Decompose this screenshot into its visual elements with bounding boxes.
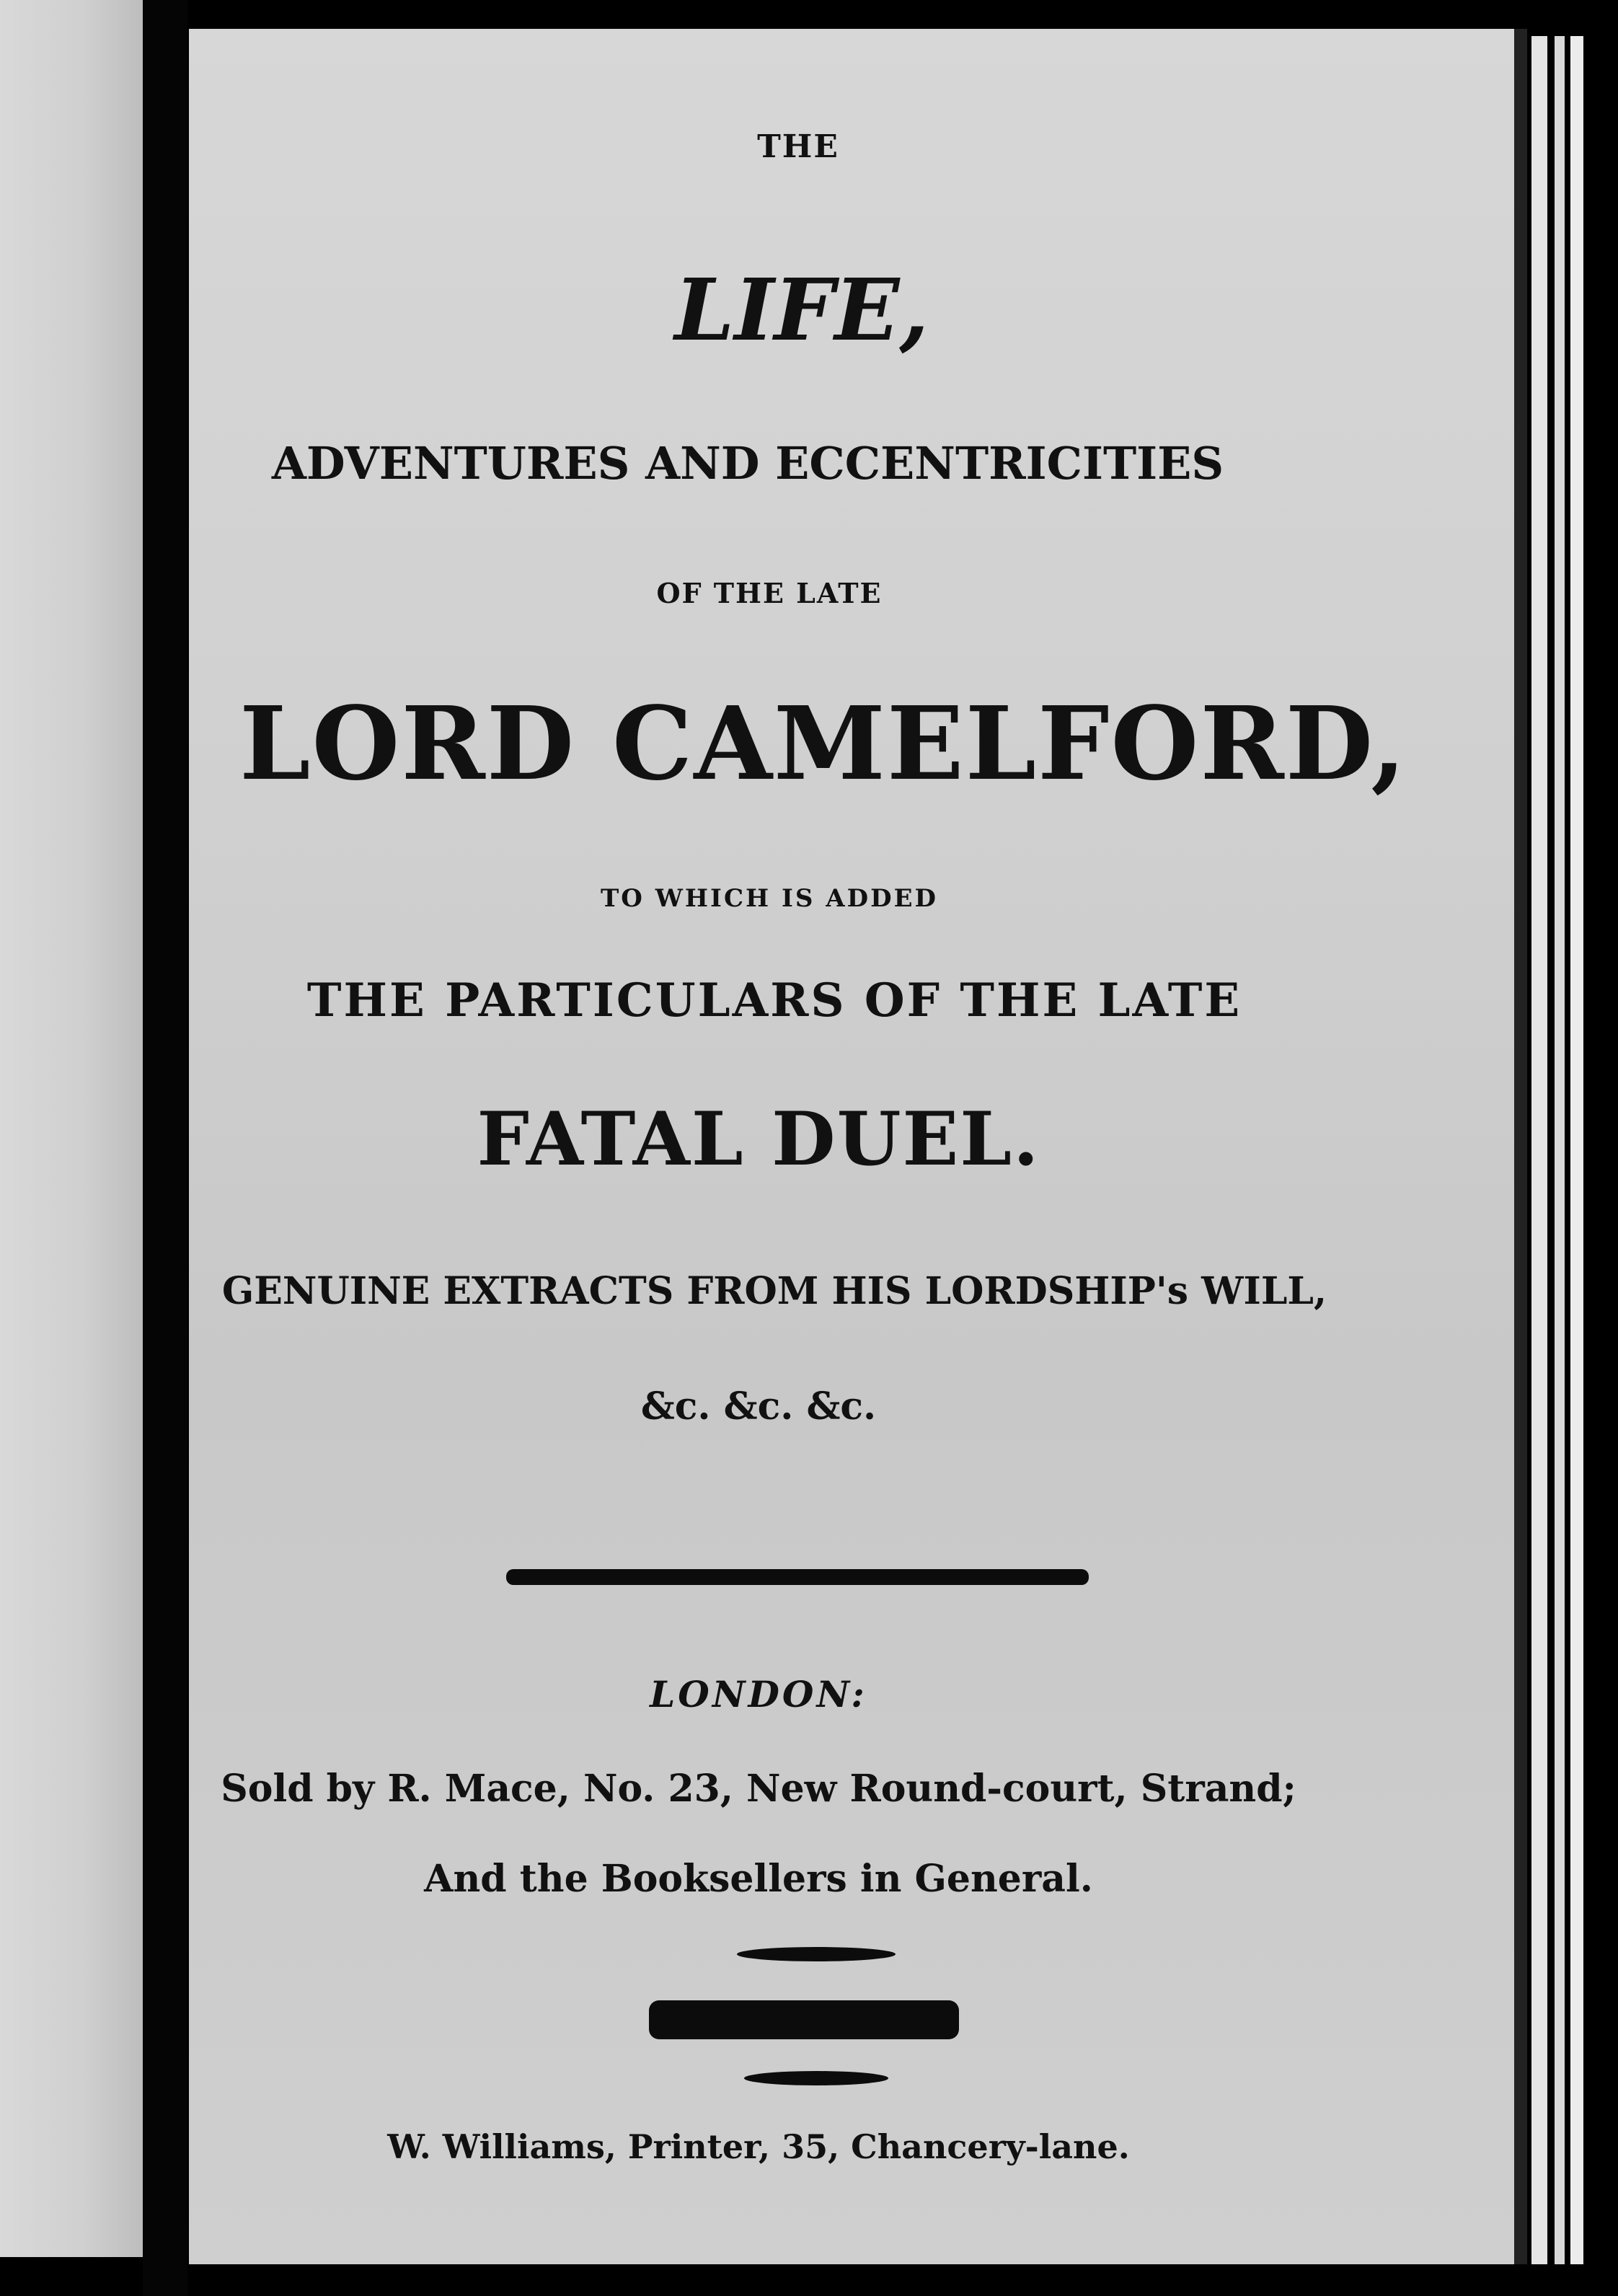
book-gutter	[143, 0, 187, 2296]
title-particulars: THE PARTICULARS OF THE LATE	[306, 973, 1242, 1028]
title-to-which-is-added: TO WHICH IS ADDED	[600, 884, 939, 913]
title-etc: &c. &c. &c.	[640, 1385, 877, 1429]
page-edge-shadow	[1514, 29, 1527, 2264]
imprint-printer: W. Williams, Printer, 35, Chancery-lane.	[387, 2127, 1130, 2166]
imprint-sold-by: Sold by R. Mace, No. 23, New Round-court, Strand;	[221, 1767, 1296, 1811]
ornamental-rule	[737, 1947, 896, 1961]
title-adventures: ADVENTURES AND ECCENTRICITIES	[271, 437, 1224, 490]
ornamental-rule	[506, 1569, 1089, 1585]
title-life: LIFE,	[674, 260, 929, 360]
page-stack-edge	[1531, 36, 1547, 2264]
page-stack-edge	[1555, 36, 1565, 2264]
page-stack-edge	[1570, 36, 1583, 2264]
title-genuine-extracts: GENUINE EXTRACTS FROM HIS LORDSHIP's WILL,	[221, 1269, 1327, 1313]
title-fatal-duel: FATAL DUEL.	[477, 1096, 1040, 1183]
title-lord-camelford: LORD CAMELFORD,	[239, 685, 1407, 803]
title-of-the-late: OF THE LATE	[656, 577, 883, 609]
ornamental-rule	[744, 2071, 888, 2085]
title-the: THE	[757, 128, 839, 165]
redacted-block	[649, 2000, 959, 2039]
previous-page-edge	[0, 0, 143, 2257]
imprint-london: LONDON:	[650, 1673, 867, 1716]
imprint-booksellers: And the Booksellers in General.	[424, 1857, 1093, 1901]
